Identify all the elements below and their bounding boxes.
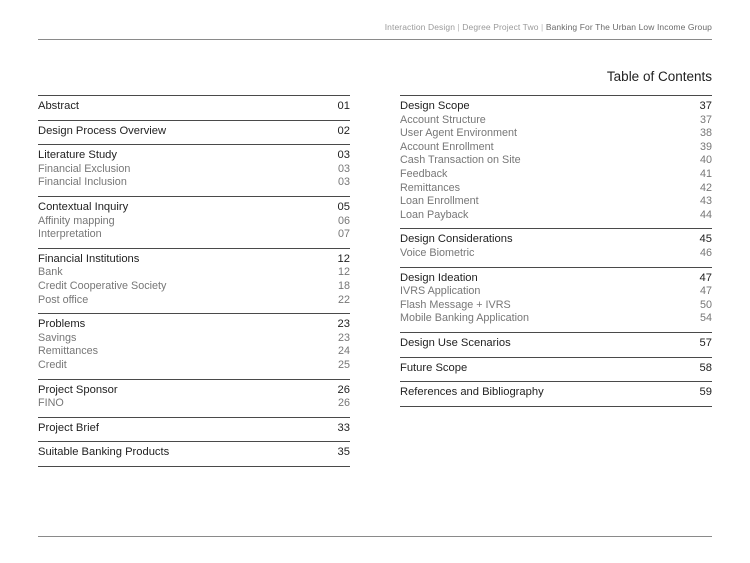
toc-subentry-label: Post office (38, 293, 89, 306)
toc-section (38, 417, 350, 442)
toc-subentry[interactable] (38, 228, 350, 242)
header-project: Degree Project Two (462, 22, 539, 32)
toc-entry[interactable] (400, 272, 712, 286)
toc-subentry-label: Account Enrollment (400, 140, 494, 153)
toc-subentry[interactable] (400, 154, 712, 168)
toc-subentry-page: 12 (337, 266, 350, 279)
toc-subentry-page: 03 (337, 176, 350, 189)
toc-entry[interactable] (400, 362, 712, 376)
toc-subentry-page: 37 (699, 113, 712, 126)
toc-section (38, 379, 350, 417)
toc-section (400, 267, 712, 332)
toc-subentry-page: 25 (337, 358, 350, 371)
toc-subentry[interactable] (38, 215, 350, 229)
toc-subentry-label: FINO (38, 397, 64, 410)
toc-entry[interactable] (400, 100, 712, 114)
toc-subentry-label: Remittances (38, 345, 99, 358)
toc-subentry[interactable] (38, 397, 350, 411)
toc-entry-page: 58 (699, 361, 712, 374)
header-separator: | (457, 22, 460, 32)
toc-subentry[interactable] (400, 209, 712, 223)
toc-subentry-page: 50 (699, 298, 712, 311)
toc-entry[interactable] (38, 384, 350, 398)
toc-subentry[interactable] (400, 182, 712, 196)
toc-subentry-label: Cash Transaction on Site (400, 154, 521, 167)
toc-subentry-page: 54 (699, 312, 712, 325)
toc-entry-title: Abstract (38, 100, 80, 112)
toc-entry-page: 47 (699, 271, 712, 284)
toc-subentry[interactable] (400, 168, 712, 182)
toc-entry-page: 01 (337, 100, 350, 112)
toc-entry-page: 33 (337, 421, 350, 434)
toc-entry-title: Contextual Inquiry (38, 200, 129, 213)
toc-subentry[interactable] (400, 114, 712, 128)
toc-entry-title: Design Ideation (400, 271, 478, 284)
toc-subentry-page: 26 (337, 397, 350, 410)
toc-subentry[interactable] (400, 195, 712, 209)
toc-subentry-label: Financial Exclusion (38, 162, 131, 175)
toc-subentry-label: Loan Enrollment (400, 195, 479, 208)
toc-entry-page: 05 (337, 200, 350, 213)
toc-subentry[interactable] (400, 312, 712, 326)
toc-entry[interactable] (38, 100, 350, 114)
toc-subentry[interactable] (400, 141, 712, 155)
toc-entry-title: Financial Institutions (38, 252, 140, 265)
toc-entry[interactable] (38, 318, 350, 332)
toc-subentry-label: Interpretation (38, 228, 102, 241)
toc-subentry[interactable] (38, 359, 350, 373)
toc-subentry-page: 06 (337, 214, 350, 227)
toc-entry[interactable] (400, 233, 712, 247)
toc-subentry-page: 42 (699, 181, 712, 194)
toc-subentry-page: 40 (699, 154, 712, 167)
toc-section (38, 120, 350, 145)
toc-subentry-label: Feedback (400, 167, 448, 180)
toc-subentry-label: Remittances (400, 181, 461, 194)
toc-entry-title: Problems (38, 318, 86, 331)
toc-entry[interactable] (38, 125, 350, 139)
toc-section (38, 196, 350, 248)
toc-subentry[interactable] (38, 345, 350, 359)
toc-subentry-label: Account Structure (400, 113, 486, 126)
toc-subentry-page: 03 (337, 162, 350, 175)
toc-left-column (38, 95, 350, 467)
toc-entry-title: Suitable Banking Products (38, 446, 170, 459)
toc-subentry[interactable] (38, 163, 350, 177)
toc-entry-title: Project Brief (38, 421, 99, 434)
toc-subentry-page: 39 (699, 140, 712, 153)
toc-subentry[interactable] (38, 176, 350, 190)
toc-subentry-page: 07 (337, 228, 350, 241)
toc-entry-title: Design Scope (400, 100, 470, 112)
header-course: Interaction Design (384, 22, 456, 32)
toc-entry-title: Design Process Overview (38, 124, 167, 137)
toc-subentry-label: Credit (38, 358, 67, 371)
toc-entry-title: Design Considerations (400, 233, 513, 246)
toc-entry-page: 59 (699, 386, 712, 399)
toc-entry-page: 12 (337, 252, 350, 265)
toc-entry-title: Design Use Scenarios (400, 336, 511, 349)
toc-section (38, 441, 350, 467)
toc-subentry-label: Mobile Banking Application (400, 312, 530, 325)
toc-subentry-page: 22 (337, 293, 350, 306)
toc-subentry-label: Savings (38, 331, 77, 344)
toc-subentry-page: 18 (337, 279, 350, 292)
toc-subentry[interactable] (38, 280, 350, 294)
toc-subentry-page: 38 (699, 127, 712, 140)
toc-entry-title: Literature Study (38, 149, 117, 162)
toc-subentry[interactable] (38, 332, 350, 346)
toc-section (400, 357, 712, 382)
toc-subentry-page: 44 (699, 208, 712, 221)
toc-entry-page: 26 (337, 383, 350, 396)
toc-entry-page: 37 (699, 100, 712, 112)
toc-section (400, 332, 712, 357)
toc-entry-page: 57 (699, 336, 712, 349)
toc-entry-page: 45 (699, 233, 712, 246)
toc-subentry-page: 43 (699, 195, 712, 208)
toc-subentry-page: 41 (699, 167, 712, 180)
toc-subentry[interactable] (400, 247, 712, 261)
toc-subentry-label: Flash Message + IVRS (400, 298, 511, 311)
toc-entry-page: 02 (337, 124, 350, 137)
toc-right-column (400, 95, 712, 407)
toc-subentry-page: 47 (699, 285, 712, 298)
toc-subentry[interactable] (38, 294, 350, 308)
toc-entry-page: 03 (337, 149, 350, 162)
toc-entry-page: 35 (337, 446, 350, 459)
toc-subentry[interactable] (400, 127, 712, 141)
toc-entry[interactable] (400, 386, 712, 400)
toc-entry-title: Future Scope (400, 361, 468, 374)
toc-section (400, 95, 712, 228)
toc-subentry-page: 46 (699, 246, 712, 259)
toc-subentry-label: IVRS Application (400, 285, 481, 298)
toc-entry[interactable] (38, 446, 350, 460)
footer-rule (38, 536, 712, 537)
running-header (38, 22, 712, 32)
page-title: Table of Contents (606, 69, 712, 84)
toc-entry-title: Project Sponsor (38, 383, 118, 396)
toc-subentry-label: Loan Payback (400, 208, 469, 221)
toc-subentry-label: User Agent Environment (400, 127, 518, 140)
toc-entry[interactable] (38, 149, 350, 163)
toc-section (38, 313, 350, 378)
toc-entry[interactable] (38, 422, 350, 436)
toc-entry-page: 23 (337, 318, 350, 331)
toc-subentry-label: Voice Biometric (400, 246, 475, 259)
toc-subentry-label: Financial Inclusion (38, 176, 127, 189)
toc-section (400, 228, 712, 266)
toc-entry-title: References and Bibliography (400, 386, 544, 399)
toc-subentry-page: 24 (337, 345, 350, 358)
toc-section (400, 381, 712, 407)
toc-subentry-label: Affinity mapping (38, 214, 115, 227)
header-topic: Banking For The Urban Low Income Group (545, 22, 712, 32)
toc-subentry[interactable] (400, 299, 712, 313)
header-rule (38, 39, 712, 40)
toc-subentry-label: Bank (38, 266, 63, 279)
toc-section (38, 95, 350, 120)
toc-subentry[interactable] (38, 266, 350, 280)
toc-section (38, 248, 350, 313)
toc-subentry-page: 23 (337, 331, 350, 344)
toc-subentry[interactable] (400, 285, 712, 299)
header-separator: | (541, 22, 544, 32)
toc-entry[interactable] (400, 337, 712, 351)
toc-entry[interactable] (38, 253, 350, 267)
toc-subentry-label: Credit Cooperative Society (38, 279, 167, 292)
toc-section (38, 144, 350, 196)
toc-entry[interactable] (38, 201, 350, 215)
